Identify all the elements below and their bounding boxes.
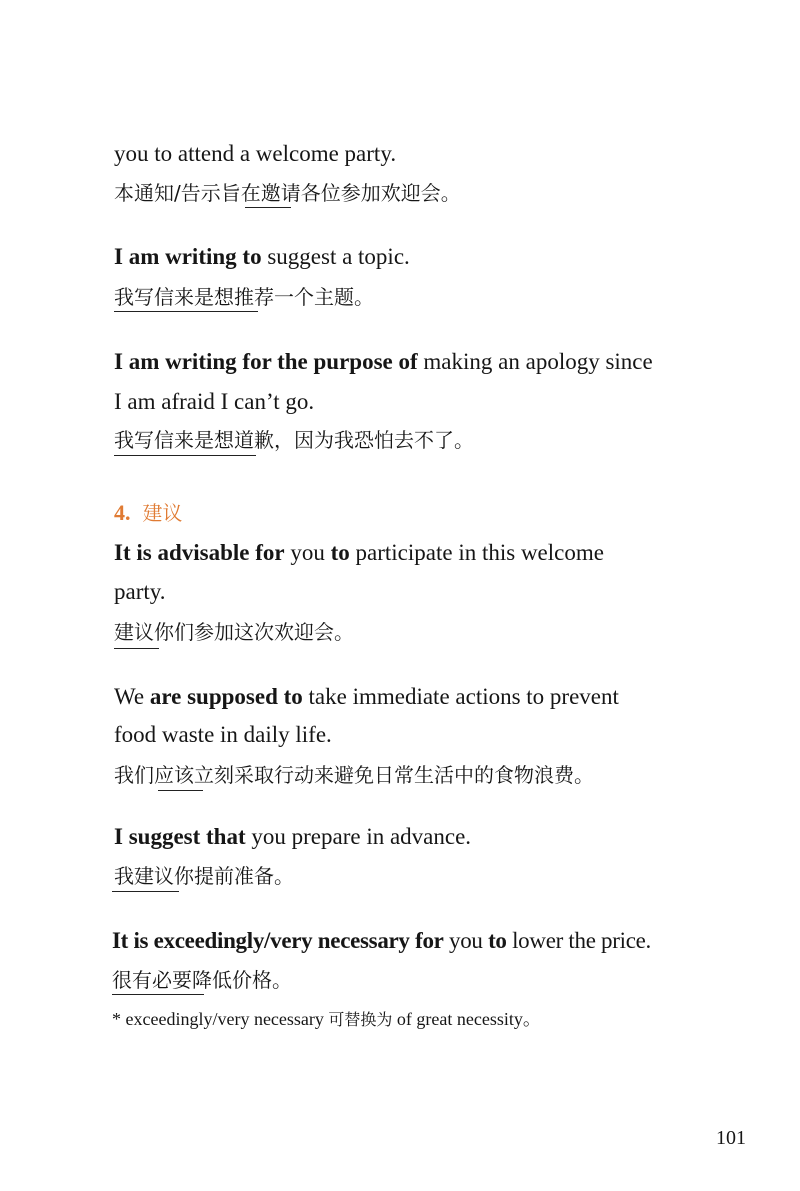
underline-7: [112, 994, 204, 995]
example-4-chinese: 建议你们参加这次欢迎会。: [114, 620, 354, 644]
example-3-english-line-1: I am writing for the purpose of making an apology since: [114, 349, 653, 374]
example-7-chinese: 很有必要降低价格。: [112, 968, 292, 992]
underline-1: [245, 207, 291, 208]
underline-6: [112, 891, 179, 892]
example-2-english: I am writing to suggest a topic.: [114, 244, 410, 269]
page-number: 101: [716, 1127, 746, 1149]
example-3-chinese: 我写信来是想道歉，因为我恐怕去不了。: [114, 428, 474, 452]
section-heading: [114, 498, 183, 528]
footnote: * exceedingly/very necessary 可替换为 of great necessity。: [112, 1009, 541, 1029]
underline-4: [114, 648, 159, 649]
example-3-english-line-2: I am afraid I can’t go.: [114, 389, 315, 414]
example-5-english-line-1: We are supposed to take immediate actions to prevent: [114, 684, 619, 709]
example-1-english: you to attend a welcome party.: [114, 141, 397, 166]
underline-5: [158, 790, 203, 791]
example-6-english: I suggest that you prepare in advance.: [114, 824, 472, 849]
example-7-english: It is exceedingly/very necessary for you to lower the price.: [112, 928, 651, 953]
example-2-chinese: 我写信来是想推荐一个主题。: [114, 285, 374, 309]
example-6-chinese: 我建议你提前准备。: [114, 864, 294, 888]
section-number: 4.: [114, 500, 131, 525]
example-4-english-line-1: It is advisable for you to participate in this welcome: [114, 540, 604, 565]
underline-2: [114, 311, 258, 312]
example-1-chinese: 本通知/告示旨在邀请各位参加欢迎会。: [114, 181, 461, 205]
example-5-english-line-2: food waste in daily life.: [114, 722, 332, 747]
example-5-chinese: 我们应该立刻采取行动来避免日常生活中的食物浪费。: [114, 763, 594, 787]
underline-3: [114, 455, 256, 456]
example-4-english-line-2: party.: [114, 579, 166, 604]
section-title: 建议: [142, 501, 183, 525]
